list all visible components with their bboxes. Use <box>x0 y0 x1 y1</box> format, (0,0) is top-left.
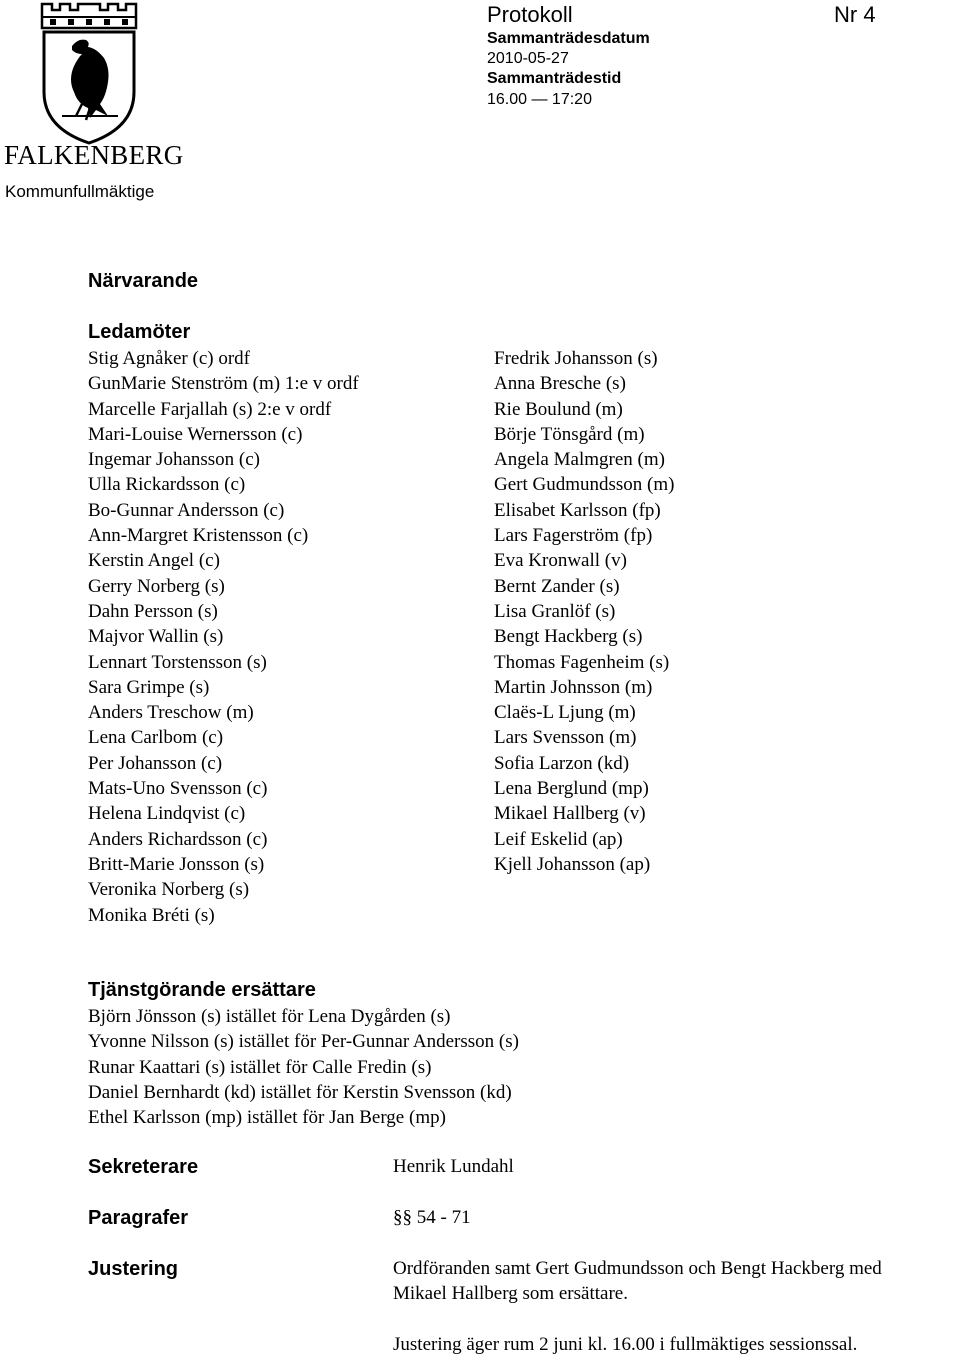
member-item: Börje Tönsgård (m) <box>494 423 645 445</box>
member-item: Lennart Torstensson (s) <box>88 651 267 673</box>
member-item: Kerstin Angel (c) <box>88 550 220 572</box>
member-item: Rie Boulund (m) <box>494 398 623 420</box>
substitute-item: Runar Kaattari (s) istället för Calle Fredin (s) <box>88 1056 432 1078</box>
member-item: Dahn Persson (s) <box>88 600 218 622</box>
member-item: Angela Malmgren (m) <box>494 449 665 471</box>
council-name: Kommunfullmäktige <box>5 182 155 201</box>
members-heading: Ledamöter <box>88 321 191 343</box>
member-item: Bernt Zander (s) <box>494 575 620 597</box>
member-item: Monika Bréti (s) <box>88 904 215 926</box>
member-item: Britt-Marie Jonsson (s) <box>88 853 265 875</box>
member-item: Majvor Wallin (s) <box>88 626 224 648</box>
member-item: Anna Bresche (s) <box>494 373 626 395</box>
member-item: Elisabet Karlsson (fp) <box>494 499 661 521</box>
meeting-date-label: Sammanträdesdatum <box>487 30 650 47</box>
verification-label: Justering <box>88 1258 179 1280</box>
member-item: Stig Agnåker (c) ordf <box>88 348 250 369</box>
substitutes-heading: Tjänstgörande ersättare <box>88 979 316 1001</box>
member-item: Martin Johnsson (m) <box>494 676 653 698</box>
member-item: Lisa Granlöf (s) <box>494 600 616 622</box>
document-type: Protokoll <box>487 2 573 27</box>
member-item: Leif Eskelid (ap) <box>494 828 623 850</box>
substitute-item: Björn Jönsson (s) istället för Lena Dygården (s) <box>88 1006 451 1027</box>
member-item: Bengt Hackberg (s) <box>494 626 643 648</box>
meeting-time-value: 16.00 — 17:20 <box>487 91 592 108</box>
meeting-date-value: 2010-05-27 <box>487 50 569 67</box>
substitute-item: Ethel Karlsson (mp) istället för Jan Berge (mp) <box>88 1107 446 1129</box>
member-item: Lars Fagerström (fp) <box>494 525 653 547</box>
paragraphs-value: §§ 54 - 71 <box>393 1207 471 1228</box>
member-item: Mats-Uno Svensson (c) <box>88 778 268 800</box>
town-name: FALKENBERG <box>4 140 184 170</box>
member-item: Thomas Fagenheim (s) <box>494 651 670 673</box>
member-item: Fredrik Johansson (s) <box>494 348 658 369</box>
member-item: Bo-Gunnar Andersson (c) <box>88 499 285 521</box>
substitute-item: Daniel Bernhardt (kd) istället för Kerstin Svensson (kd) <box>88 1081 512 1103</box>
member-item: Per Johansson (c) <box>88 752 223 774</box>
secretary-label: Sekreterare <box>88 1156 199 1178</box>
document-number: Nr 4 <box>834 2 876 27</box>
member-item: Sofia Larzon (kd) <box>494 752 630 774</box>
meeting-time-label: Sammanträdestid <box>487 70 622 87</box>
member-item: Lars Svensson (m) <box>494 727 637 749</box>
member-item: Anders Richardsson (c) <box>88 828 268 850</box>
member-item: Kjell Johansson (ap) <box>494 853 651 875</box>
verification-line-2: Mikael Hallberg som ersättare. <box>393 1283 628 1304</box>
member-item: Gert Gudmundsson (m) <box>494 474 675 496</box>
member-item: Veronika Norberg (s) <box>88 879 250 901</box>
member-item: Lena Carlbom (c) <box>88 727 224 749</box>
member-item: Lena Berglund (mp) <box>494 778 649 800</box>
member-item: Ann-Margret Kristensson (c) <box>88 525 309 547</box>
present-heading: Närvarande <box>88 270 199 292</box>
paragraphs-label: Paragrafer <box>88 1207 189 1229</box>
members-right-list <box>494 346 674 877</box>
member-item: Ingemar Johansson (c) <box>88 449 261 471</box>
secretary-value: Henrik Lundahl <box>393 1156 514 1177</box>
substitute-item: Yvonne Nilsson (s) istället för Per-Gunnar Andersson (s) <box>88 1031 519 1053</box>
verification-line-1: Ordföranden samt Gert Gudmundsson och Bengt Hackberg med <box>393 1258 882 1279</box>
falcon-coat-of-arms-icon <box>38 0 140 145</box>
member-item: Claës-L Ljung (m) <box>494 702 636 724</box>
member-item: Sara Grimpe (s) <box>88 676 210 698</box>
substitutes-list <box>88 1004 519 1130</box>
member-item: Anders Treschow (m) <box>88 702 254 724</box>
member-item: Mari-Louise Wernersson (c) <box>88 423 303 445</box>
members-left-list <box>88 346 359 928</box>
verification-line-3: Justering äger rum 2 juni kl. 16.00 i fullmäktiges sessionssal. <box>393 1334 858 1355</box>
member-item: Gerry Norberg (s) <box>88 575 225 597</box>
member-item: GunMarie Stenström (m) 1:e v ordf <box>88 373 359 395</box>
member-item: Marcelle Farjallah (s) 2:e v ordf <box>88 398 332 420</box>
member-item: Eva Kronwall (v) <box>494 550 627 572</box>
member-item: Helena Lindqvist (c) <box>88 803 246 825</box>
member-item: Mikael Hallberg (v) <box>494 803 646 825</box>
member-item: Ulla Rickardsson (c) <box>88 474 246 496</box>
